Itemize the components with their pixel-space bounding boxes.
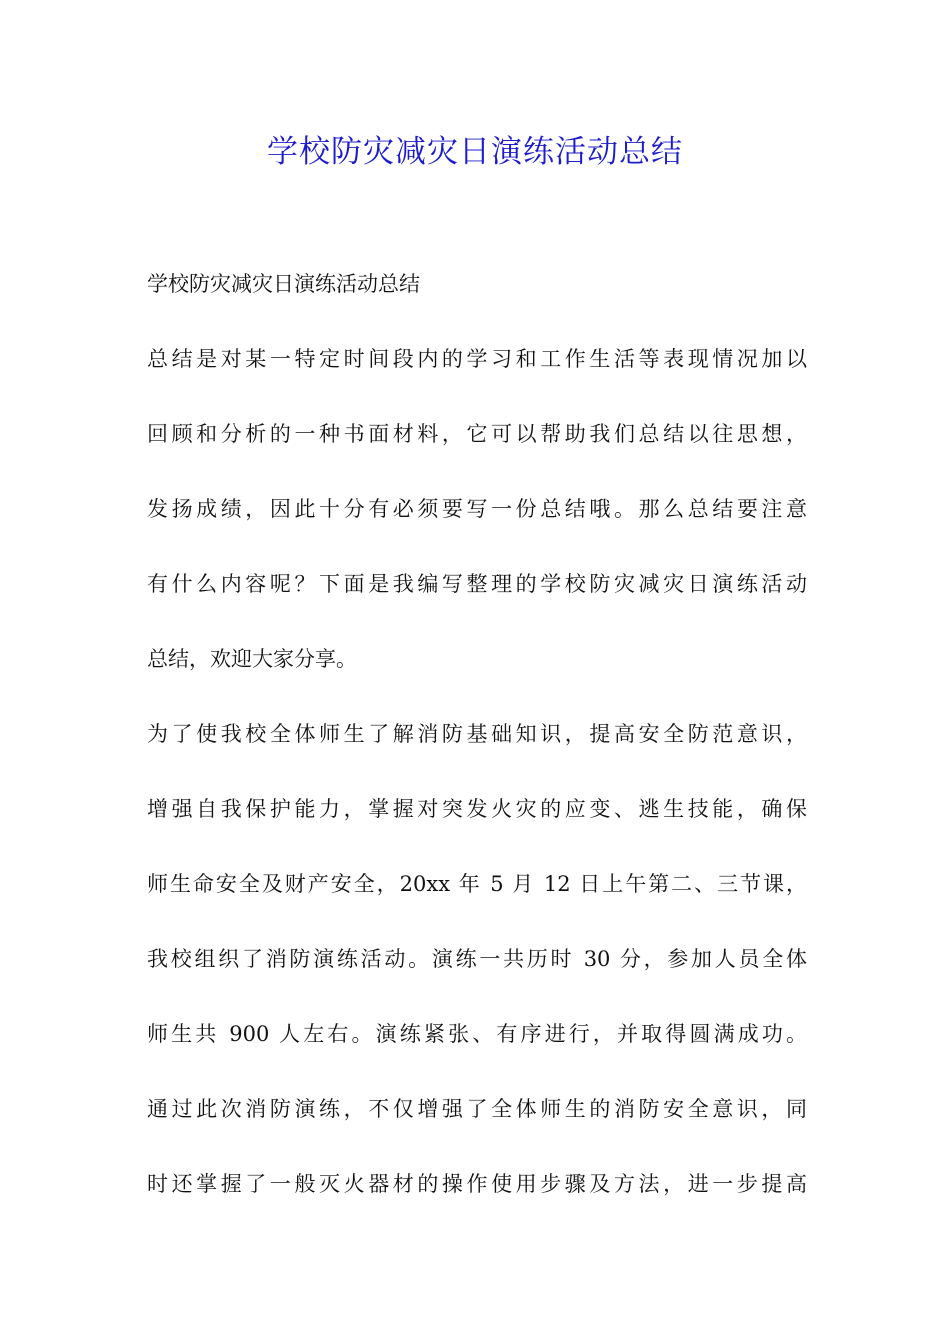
body-line: 学校防灾减灾日演练活动总结 xyxy=(147,272,420,296)
body-line: 时还掌握了一般灭火器材的操作使用步骤及方法，进一步提高 xyxy=(147,1172,807,1196)
body-line: 增强自我保护能力，掌握对突发火灾的应变、逃生技能，确保 xyxy=(147,797,807,821)
body-line: 发扬成绩，因此十分有必须要写一份总结哦。那么总结要注意 xyxy=(147,497,807,521)
document-title: 学校防灾减灾日演练活动总结 xyxy=(267,134,683,170)
body-line: 有什么内容呢？下面是我编写整理的学校防灾减灾日演练活动 xyxy=(147,572,807,596)
body-line: 师生命安全及财产安全，20xx 年 5 月 12 日上午第二、三节课， xyxy=(147,872,807,896)
document-body xyxy=(147,260,807,1235)
body-line: 总结，欢迎大家分享。 xyxy=(147,647,357,671)
body-line: 通过此次消防演练，不仅增强了全体师生的消防安全意识，同 xyxy=(147,1097,807,1121)
body-line: 回顾和分析的一种书面材料，它可以帮助我们总结以往思想， xyxy=(147,422,807,446)
body-line: 总结是对某一特定时间段内的学习和工作生活等表现情况加以 xyxy=(147,347,807,371)
body-line: 为了使我校全体师生了解消防基础知识，提高安全防范意识， xyxy=(147,722,807,746)
body-line: 我校组织了消防演练活动。演练一共历时 30 分，参加人员全体 xyxy=(147,947,807,971)
body-line: 师生共 900 人左右。演练紧张、有序进行，并取得圆满成功。 xyxy=(147,1022,807,1046)
